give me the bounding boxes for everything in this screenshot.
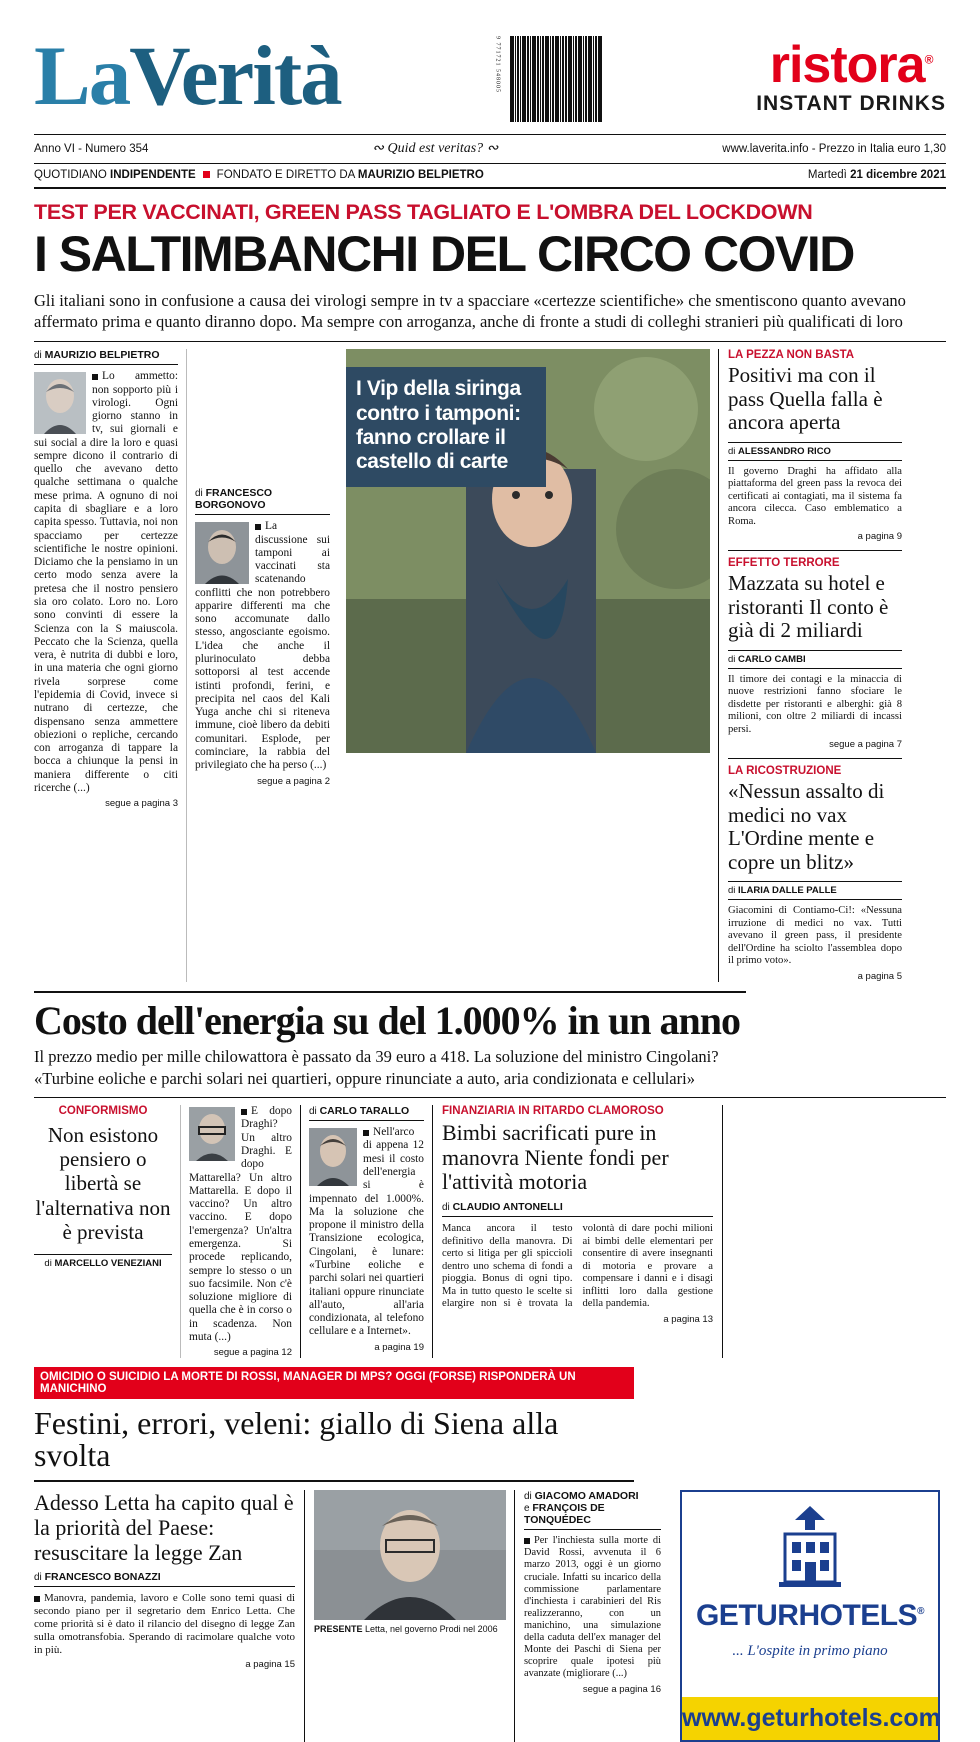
publication-type: QUOTIDIANO INDIPENDENTE FONDATO E DIRETTO DA MAURIZIO BELPIETRO [34, 169, 484, 181]
tarallo-link[interactable]: a pagina 19 [374, 1341, 424, 1353]
belpietro-portrait [34, 372, 86, 434]
brief-byline: di ALESSANDRO RICO [728, 442, 902, 461]
byline-belpietro: di MAURIZIO BELPIETRO [34, 349, 178, 365]
hotel-building-icon [771, 1504, 849, 1595]
portrait-image [34, 372, 86, 434]
conformismo-byline: di MARCELLO VENEZIANI [34, 1254, 172, 1269]
website-price: www.laverita.info - Prezzo in Italia euro 1,30 [722, 142, 946, 155]
publication-date: Martedì 21 dicembre 2021 [807, 169, 946, 181]
letta-photo [314, 1490, 505, 1620]
photo-image [314, 1490, 506, 1620]
column-belpietro [34, 349, 186, 982]
divider [728, 758, 902, 759]
geturhotels-ad[interactable] [680, 1490, 940, 1742]
brief-body: Il governo Draghi ha affidato alla piattaforma del green pass la revoca dei certificati ai contagiati, ma il sistema fa ancora cilecca. Caso emblematico a Roma. [728, 465, 902, 527]
bullet-icon [524, 1538, 530, 1544]
brief-label: LA PEZZA NON BASTA [728, 349, 855, 362]
bullet-icon [363, 1130, 369, 1136]
byline-antonelli: di CLAUDIO ANTONELLI [442, 1201, 713, 1217]
belpietro-body: Lo ammetto: non sopporto più i virologi. Ogni giorno stanno in tv, sui giornali e sui social a dire la loro e quasi sempre dicono il contrario di quello che avevano detto qualche settimana o qualche mese prima. A ognuno di noi capita di sbagliare e a loro capita spesso. Tuttavia, noi non spacciamo per certezze scientifiche le nostre opinioni. Diciamo che la pensiamo in un certo modo senza avere la pretesa che il nostro pensiero sia oro colato. Loro no. Loro sono convinti di essere la Scienza con la S maiuscola. Peccato che la Scienza, quella vera, è nutrita di dubbi e loro, in una materia che ogni giorno rivela sorprese come l'epidemia di Covid, invece si nutrano di certezze, che dispensano senza ammettere obiezioni o repliche, cercando con arroganza di tappare la bocca a chiunque la pensi in maniera differente o citi ricerche (...) [34, 370, 178, 794]
brief-byline: di CARLO CAMBI [728, 650, 902, 669]
column-conformismo [34, 1105, 180, 1358]
energy-headline: Costo dell'energia su del 1.000% in un anno [34, 997, 741, 1043]
main-photo [346, 349, 710, 753]
lead-standfirst: Gli italiani sono in confusione a causa dei virologi sempre in tv a spacciare «certezze scientifiche» che smentiscono quanto avevano affermato prima e quanto diranno dopo. Ma sempre con arroganza, anche di fronte a studi di colleghi stranieri più qualificati di loro [34, 290, 946, 342]
motto: ∾ Quid est veritas? ∾ [372, 141, 499, 156]
brief-link[interactable]: a pagina 5 [857, 970, 902, 982]
belpietro-continue-link[interactable]: segue a pagina 3 [105, 798, 178, 810]
brief-body: Il timore dei contagi e la minaccia di nuove restrizioni fanno sfociare le disdette per ristoranti e alberghi: già 8 milioni, con oltre 2 miliardi di incassi persi. [728, 673, 902, 735]
issue-info-row [34, 134, 946, 164]
portrait-image [189, 1107, 235, 1161]
portrait-image [195, 522, 249, 584]
siena-article [34, 1367, 634, 1482]
column-finanziaria [432, 1105, 722, 1358]
issue-number: Anno VI - Numero 354 [34, 142, 149, 155]
red-square-icon [203, 171, 210, 178]
bullet-icon [34, 1596, 40, 1602]
amadori-body: Per l'inchiesta sulla morte di David Rossi, avvenuta il 6 marzo 2013, oggi è un giorno cruciale. Infatti su incarico della commissione parlamentare d'inchiesta i carabinieri del Ris realizzeranno, con un manichino, una simulazione della caduta dell'ex manager del Monte dei Paschi di Siena per scoprire quale ipotesi più avanzate (migliorare (...) [524, 1535, 661, 1680]
finanziaria-link[interactable]: a pagina 13 [663, 1313, 713, 1325]
lower-right-spacer [722, 1105, 906, 1358]
registered-icon: ® [924, 52, 933, 67]
masthead [34, 0, 946, 130]
barcode-icon [510, 30, 602, 122]
bullet-icon [92, 374, 98, 380]
divider [728, 550, 902, 551]
lead-headline: I SALTIMBANCHI DEL CIRCO COVID [34, 226, 854, 282]
brief-terrore [728, 557, 902, 750]
column-letta [34, 1490, 304, 1742]
veneziani-continue-link[interactable]: segue a pagina 12 [213, 1347, 292, 1359]
conformismo-headline: Non esistono pensiero o libertà se l'alternativa non è prevista [35, 1123, 171, 1244]
bottom-grid [34, 1490, 946, 1742]
siena-headline: Festini, errori, veleni: giallo di Siena alla svolta [34, 1405, 559, 1474]
letta-link[interactable]: a pagina 15 [245, 1659, 295, 1671]
veneziani-body: E dopo Draghi? Un altro Draghi. E dopo Mattarella? Un altro Mattarella. E dopo il vaccino? Un altro vaccino. E dopo l'emergenza? Un'altra emergenza. Si procede replicando, sempre lo stesso o un suo facsimile. Non c'è soluzione migliore di quella che è in corso o in scadenza. Non muta (...) [189, 1105, 292, 1343]
tarallo-body: Nell'arco di appena 12 mesi il costo dell'energia si è impennato del 1.000%. Ma la soluzione che propone il ministro della Transizione ecologica, Cingolani, è lunare: «Turbine eoliche e parchi solari nei quartieri italiani oppure rinunciate all'auto, all'aria condizionata, al telefono cellulare e a Internet». [309, 1126, 424, 1338]
ristora-advert[interactable] [756, 35, 946, 115]
borgonovo-portrait [195, 522, 249, 584]
masthead-info-row [34, 164, 946, 189]
finanziaria-body: Manca ancora il testo definitivo della manovra. Di certo si litiga per gli spiccioli dentro uno schema di fondi a pioggia. Bonus di ogni tipo. Ma in tutto questo le scelte si elargire non si è trovata la volontà di dare pochi milioni ai bimbi delle elementari per consentire di avere insegnanti di motoria e provare a compensare i danni e i disagi inflitti loro dalla gestione della pandemia. [442, 1223, 713, 1309]
finanziaria-headline: Bimbi sacrificati pure in manovra Niente fondi per l'attività motoria [442, 1120, 669, 1195]
borgonovo-continue-link[interactable]: segue a pagina 2 [257, 775, 330, 787]
column-amadori [514, 1490, 670, 1742]
ad-brand-name: GETURHOTELS® [695, 1599, 925, 1633]
brief-label: EFFETTO TERRORE [728, 557, 840, 570]
brief-link[interactable]: segue a pagina 7 [829, 739, 902, 751]
photo-overlay-headline: I Vip della siringa contro i tamponi: fanno crollare il castello di carte [346, 367, 546, 486]
ad-tagline: ... L'ospite in primo piano [732, 1643, 888, 1660]
letta-body: Manovra, pandemia, lavoro e Colle sono temi quasi di secondo piano per il segretario dem Enrico Letta. Che come priorità si è dato il rilancio del disegno di legge Zan sulla omotransfobia. Sperando di racimolare qualche voto in più. [34, 1592, 295, 1656]
amadori-link[interactable]: segue a pagina 16 [582, 1683, 661, 1695]
conformismo-label: CONFORMISMO [58, 1105, 148, 1118]
column-right-briefs [718, 349, 902, 982]
tarallo-portrait [309, 1128, 357, 1186]
brief-link[interactable]: a pagina 9 [857, 531, 902, 543]
energy-sub1: Il prezzo medio per mille chilowattora è passato da 39 euro a 418. La soluzione del ministro Cingolani? [34, 1046, 719, 1066]
brief-pezza [728, 349, 902, 542]
bullet-icon [241, 1109, 247, 1115]
logo-verita: Verità [129, 28, 341, 123]
energy-sub2: «Turbine eoliche e parchi solari nei quartieri, oppure rinunciate a auto, aria condizionata e cellulari» [34, 1068, 695, 1088]
lower-grid [34, 1097, 946, 1358]
veneziani-portrait [189, 1107, 235, 1161]
building-icon [771, 1504, 849, 1590]
column-veneziani-text [180, 1105, 300, 1358]
column-letta-photo [304, 1490, 514, 1742]
siena-redbar: OMICIDIO O SUICIDIO LA MORTE DI ROSSI, MANAGER DI MPS? OGGI (FORSE) RISPONDERÀ UN MANICHINO [34, 1367, 634, 1399]
letta-headline: Adesso Letta ha capito qual è la priorità del Paese: resuscitare la legge Zan [34, 1490, 294, 1566]
ristora-subtitle: INSTANT DRINKS [756, 91, 946, 115]
finanziaria-label: FINANZIARIA IN RITARDO CLAMOROSO [442, 1105, 664, 1118]
column-main-photo [338, 349, 718, 982]
brief-headline: Positivi ma con il pass Quella falla è ancora aperta [728, 363, 883, 435]
column-tarallo [300, 1105, 432, 1358]
lead-kicker: TEST PER VACCINATI, GREEN PASS TAGLIATO E L'OMBRA DEL LOCKDOWN [34, 200, 813, 224]
byline-bonazzi: di FRANCESCO BONAZZI [34, 1571, 295, 1587]
bullet-icon [255, 524, 261, 530]
portrait-image [309, 1128, 357, 1186]
logo-la: La [34, 28, 130, 123]
brief-label: LA RICOSTRUZIONE [728, 765, 842, 778]
energy-article [34, 991, 746, 1089]
brief-headline: «Nessun assalto di medici no vax L'Ordine mente e copre un blitz» [728, 779, 885, 874]
byline-borgonovo: di FRANCESCO BORGONOVO [195, 487, 330, 515]
newspaper-logo [34, 28, 341, 123]
brief-byline: di ILARIA DALLE PALLE [728, 881, 902, 900]
column-borgonovo [186, 349, 338, 982]
brief-headline: Mazzata su hotel e ristoranti Il conto è già di 2 miliardi [728, 571, 889, 643]
ristora-brand: ristora® [769, 35, 933, 94]
letta-caption: PRESENTE Letta, nel governo Prodi nel 2006 [314, 1624, 498, 1635]
bottom-advert[interactable] [670, 1490, 940, 1742]
barcode-number: 9 771721 548005 [494, 36, 501, 93]
registered-icon: ® [917, 1606, 925, 1618]
byline-amadori: di GIACOMO AMADORI e FRANÇOIS DE TONQUÉDEC [524, 1490, 661, 1530]
brief-ricostruzione [728, 765, 902, 982]
main-article-grid [34, 349, 946, 982]
byline-tarallo: di CARLO TARALLO [309, 1105, 424, 1121]
borgonovo-body: La discussione sui tamponi ai vaccinati sta scatenando conflitti che non potrebbero apparire differenti ma che sono accomunate dallo stesso, angosciante egoismo. L'idea che anche il plurinoculato debba sottoporsi al test accende istinti profondi, ferini, e precipita nel caos del Kali Yuga anche chi si riteneva immune, cioè libero da debiti comunitari. Esplode, per cominciare, la rabbia del privilegiato che ha perso (...) [195, 520, 330, 772]
brief-body: Giacomini di Contiamo-Ci!: «Nessuna irruzione di medici no vax. Tutti avevano il green pass, il presidente dell'Ordine ha sciolto l'assemblea dopo il primo voto». [728, 905, 902, 967]
ad-url[interactable]: www.geturhotels.com [682, 1697, 938, 1740]
